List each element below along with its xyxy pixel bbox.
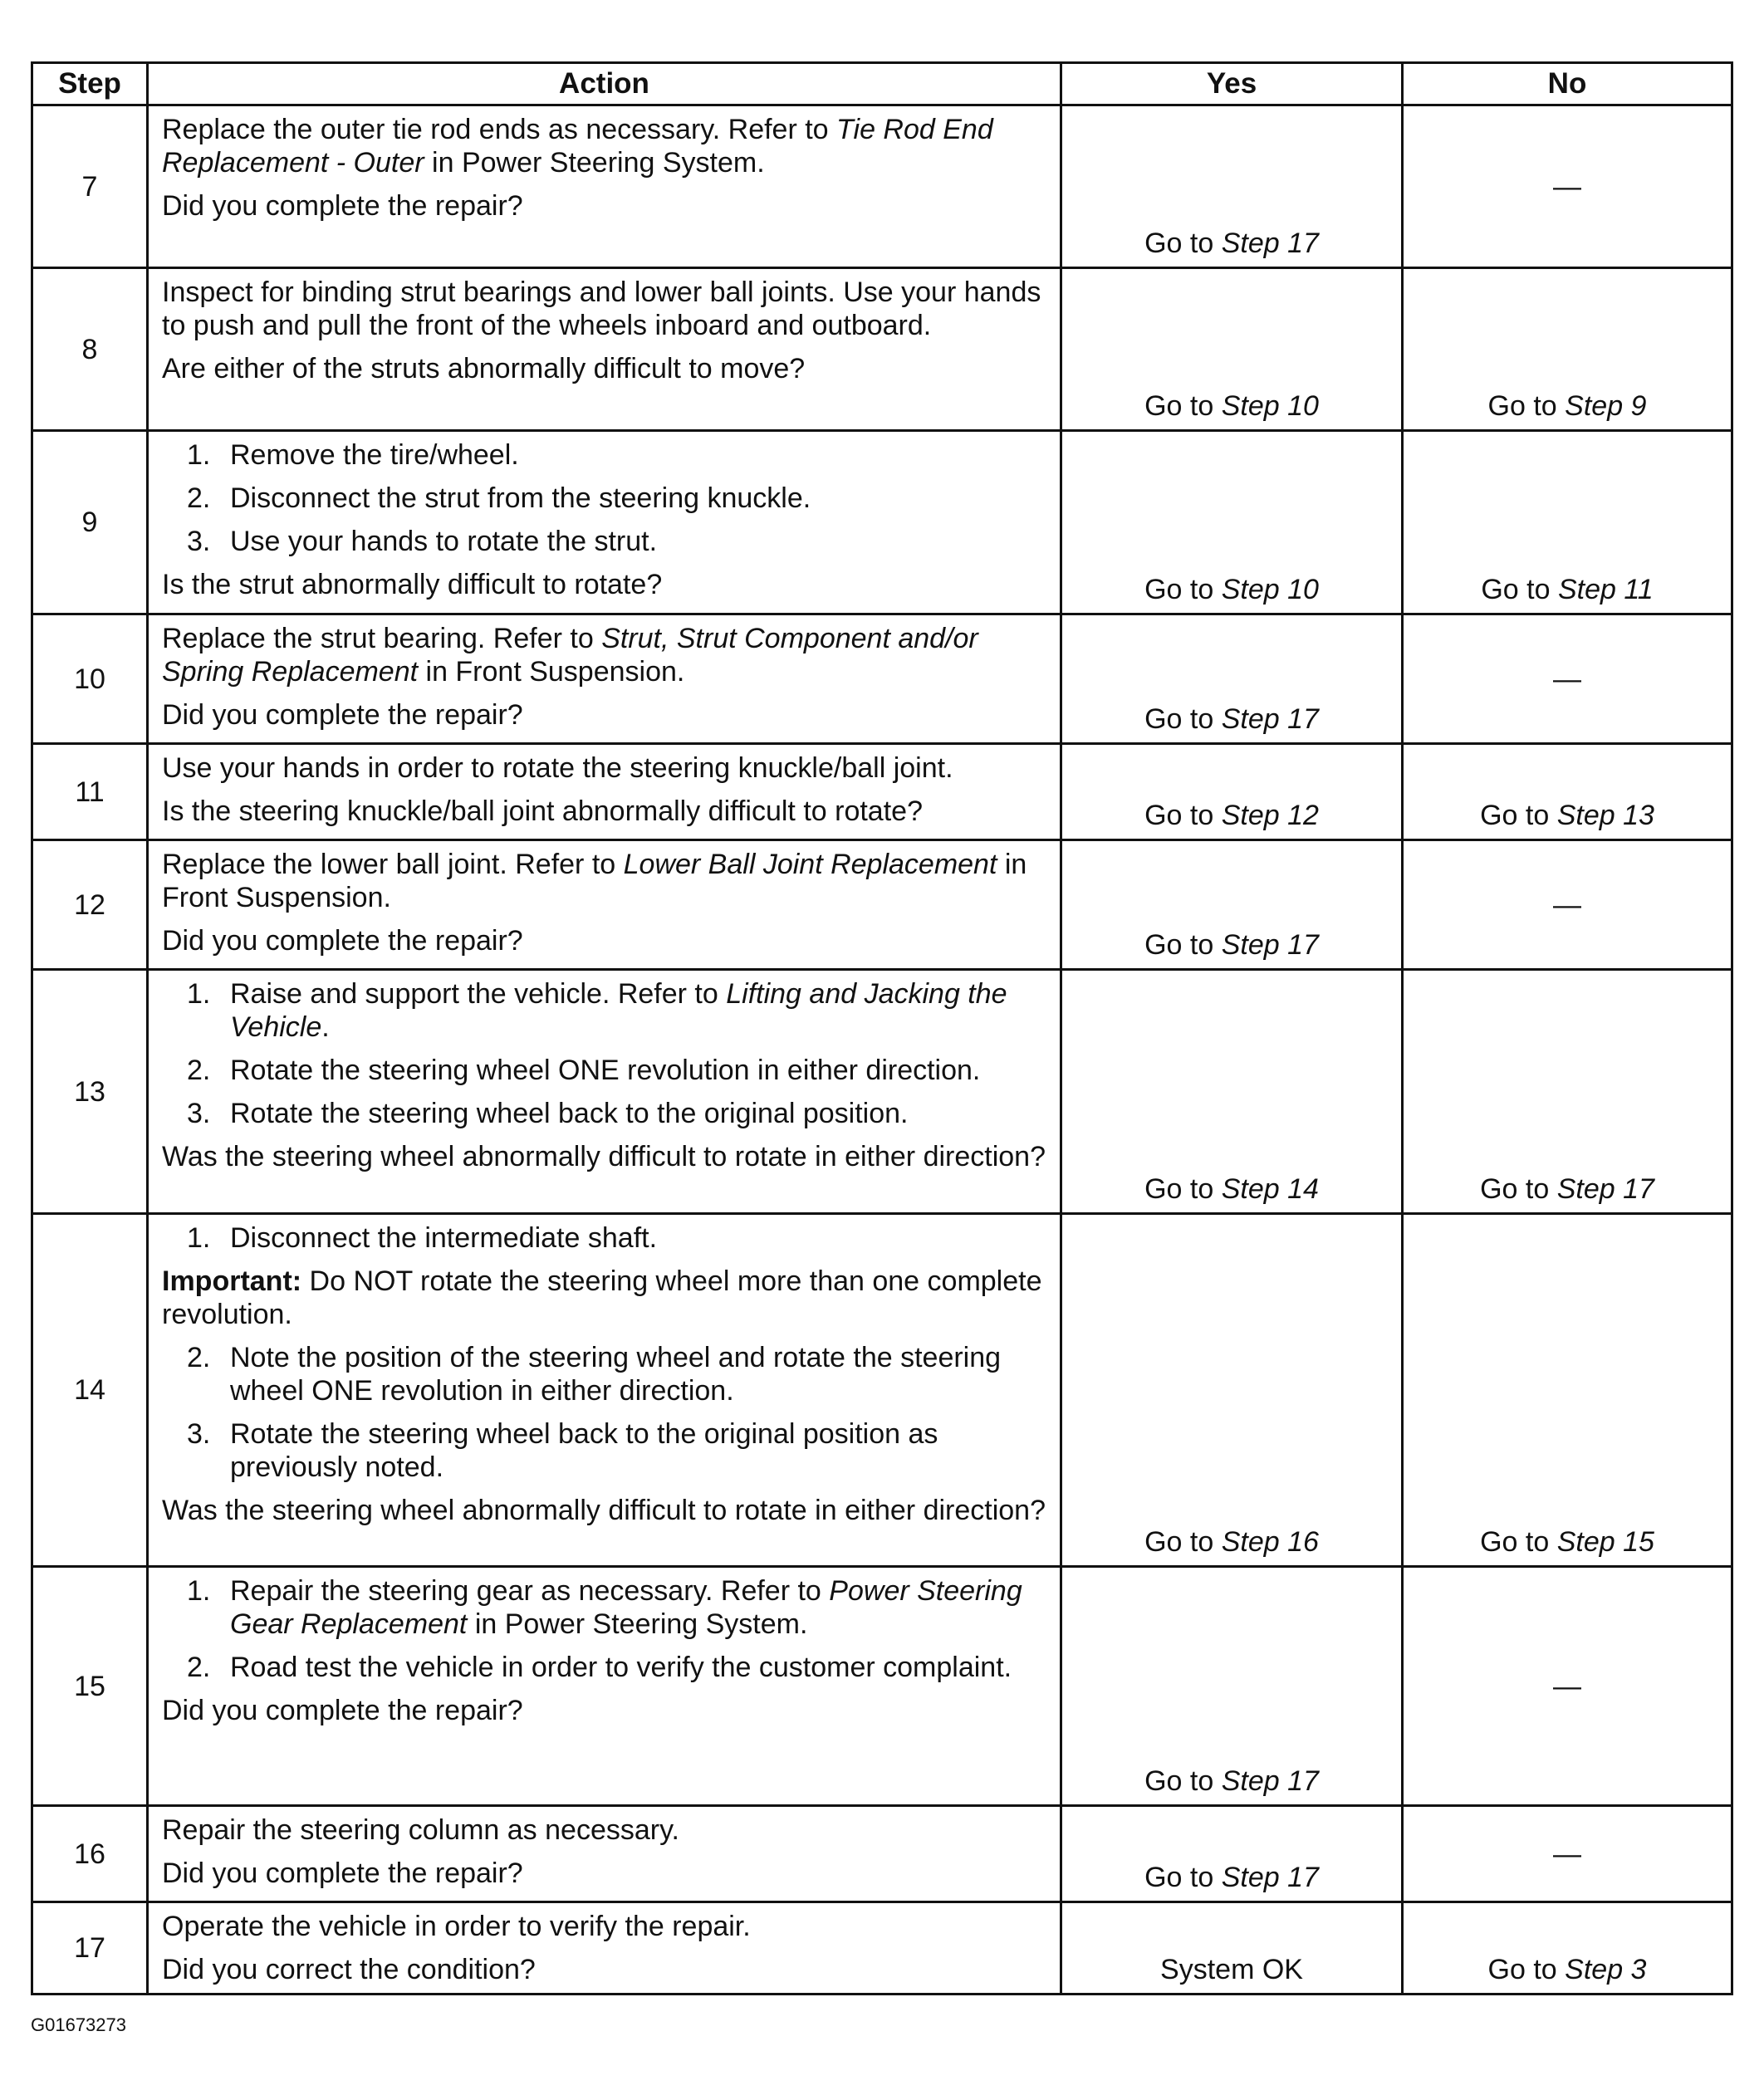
no-result-dash: — [1553,1670,1581,1702]
action-cell [148,744,1061,840]
action-paragraph [162,1857,1050,1890]
goto-step-link: Step 17 [1221,703,1319,735]
instruction-text [230,438,1050,472]
action-text: Raise and support the vehicle. Refer to [230,978,727,1010]
action-text: Replace the outer tie rod ends as necessary. Refer to [162,114,837,145]
reference-title: Lower Ball Joint Replacement [623,849,997,880]
instruction-number: 3. [187,526,211,557]
reference-title: Lifting and Jacking the Vehicle [230,978,1007,1043]
action-text: Is the steering knuckle/ball joint abnormally difficult to rotate? [162,795,923,827]
instruction-number: 2. [187,482,211,514]
goto-label: Go to [1480,800,1550,831]
action-paragraph [162,189,1050,223]
table-row [32,1902,1732,1995]
yes-result [1061,1902,1403,1995]
yes-result-text: System OK [1160,1954,1303,1985]
goto-label: Go to [1144,390,1214,422]
goto-label: Go to [1144,703,1214,735]
action-text: Did you correct the condition? [162,1954,536,1985]
action-text: Use your hands in order to rotate the steering knuckle/ball joint. [162,752,953,784]
numbered-instruction [187,438,1050,472]
goto-step-link: Step 16 [1221,1526,1319,1558]
table-row [32,614,1732,744]
action-paragraph [162,848,1050,914]
instruction-text [230,977,1050,1044]
no-result [1403,1806,1732,1902]
instruction-number: 2. [187,1342,211,1373]
goto-label: Go to [1144,1862,1214,1893]
step-number: 14 [32,1214,148,1567]
instruction-text [230,1054,1050,1087]
table-header-row [32,63,1732,105]
yes-result [1061,744,1403,840]
goto-label: Go to [1144,1173,1214,1205]
action-paragraph [162,1694,1050,1727]
goto-label: Go to [1144,929,1214,961]
instruction-number: 3. [187,1098,211,1129]
instruction-number: 1. [187,978,211,1010]
goto-label: Go to [1481,574,1551,605]
no-result [1403,431,1732,614]
action-cell [148,1902,1061,1995]
no-result [1403,1567,1732,1806]
goto-step-link: Step 17 [1221,228,1319,259]
yes-result [1061,1806,1403,1902]
action-text: Operate the vehicle in order to verify the repair. [162,1911,751,1942]
goto-step-link: Step 3 [1565,1954,1647,1985]
table-body [32,105,1732,1995]
goto-step-link: Step 11 [1557,574,1654,605]
goto-step-link: Step 17 [1221,1862,1319,1893]
action-text: Rotate the steering wheel back to the original position as previously noted. [230,1418,938,1483]
no-result-dash: — [1553,663,1581,695]
numbered-instruction [187,1097,1050,1130]
numbered-instruction [187,1417,1050,1484]
action-paragraph [162,1910,1050,1943]
instruction-text [230,1417,1050,1484]
important-label: Important: [162,1265,302,1297]
step-number: 17 [32,1902,148,1995]
action-paragraph [162,1494,1050,1527]
reference-title: Power Steering Gear Replacement [230,1575,1022,1640]
instruction-text [230,1651,1050,1684]
action-text: Rotate the steering wheel ONE revolution in either direction. [230,1055,981,1086]
action-paragraph [162,113,1050,179]
yes-result [1061,840,1403,970]
action-paragraph [162,1813,1050,1847]
header-step: Step [32,63,148,105]
action-text: Did you complete the repair? [162,1695,523,1726]
action-paragraph [162,1140,1050,1173]
action-text: in Front Suspension. [418,656,685,688]
action-text: Is the strut abnormally difficult to rotate? [162,569,663,600]
goto-step-link: Step 10 [1221,390,1319,422]
goto-label: Go to [1487,1954,1557,1985]
no-result [1403,1902,1732,1995]
instruction-number: 1. [187,1575,211,1607]
action-text: Did you complete the repair? [162,699,523,731]
table-row [32,970,1732,1214]
action-cell [148,268,1061,431]
numbered-instruction [187,977,1050,1044]
table-row [32,1806,1732,1902]
instruction-number: 1. [187,439,211,471]
action-text: Did you complete the repair? [162,190,523,222]
action-cell [148,431,1061,614]
action-paragraph [162,1265,1050,1331]
action-paragraph [162,622,1050,688]
table-row [32,744,1732,840]
goto-step-link: Step 13 [1556,800,1654,831]
action-text: Was the steering wheel abnormally difficult to rotate in either direction? [162,1495,1046,1526]
instruction-text [230,1341,1050,1407]
no-result [1403,970,1732,1214]
action-cell [148,1567,1061,1806]
step-number: 7 [32,105,148,268]
yes-result [1061,105,1403,268]
action-text: Rotate the steering wheel back to the original position. [230,1098,909,1129]
action-text: Disconnect the intermediate shaft. [230,1222,658,1254]
action-text: Replace the strut bearing. Refer to [162,623,602,654]
action-paragraph [162,698,1050,732]
no-result [1403,268,1732,431]
goto-label: Go to [1144,1765,1214,1797]
action-text: Was the steering wheel abnormally difficult to rotate in either direction? [162,1141,1046,1172]
action-paragraph [162,568,1050,601]
step-number: 13 [32,970,148,1214]
action-text: Replace the lower ball joint. Refer to [162,849,624,880]
no-result [1403,614,1732,744]
instruction-text [230,525,1050,558]
goto-label: Go to [1144,1526,1214,1558]
no-result-dash: — [1553,888,1581,921]
header-yes: Yes [1061,63,1403,105]
yes-result [1061,1214,1403,1567]
action-cell [148,1806,1061,1902]
goto-step-link: Step 9 [1565,390,1647,422]
header-action: Action [148,63,1061,105]
numbered-instruction [187,1341,1050,1407]
step-number: 10 [32,614,148,744]
table-row [32,1214,1732,1567]
instruction-text [230,1221,1050,1255]
action-text: Inspect for binding strut bearings and lower ball joints. Use your hands to push and pull the front of the wheels inboard and outboard. [162,277,1041,341]
goto-label: Go to [1480,1526,1550,1558]
action-text: Road test the vehicle in order to verify the customer complaint. [230,1652,1012,1683]
action-text: Are either of the struts abnormally difficult to move? [162,353,806,384]
no-result-dash: — [1553,170,1581,203]
step-number: 8 [32,268,148,431]
table-row [32,431,1732,614]
instruction-number: 1. [187,1222,211,1254]
goto-label: Go to [1487,390,1557,422]
goto-label: Go to [1480,1173,1550,1205]
instruction-text [230,1097,1050,1130]
goto-step-link: Step 17 [1221,1765,1319,1797]
numbered-instruction [187,1574,1050,1641]
yes-result [1061,970,1403,1214]
numbered-instruction [187,1054,1050,1087]
action-cell [148,1214,1061,1567]
step-number: 11 [32,744,148,840]
goto-step-link: Step 12 [1221,800,1319,831]
step-number: 16 [32,1806,148,1902]
action-text: Do NOT rotate the steering wheel more than one complete revolution. [162,1265,1042,1330]
action-text: Did you complete the repair? [162,1858,523,1889]
step-number: 15 [32,1567,148,1806]
no-result [1403,744,1732,840]
no-result [1403,840,1732,970]
goto-label: Go to [1144,800,1214,831]
action-text: Use your hands to rotate the strut. [230,526,658,557]
goto-step-link: Step 10 [1221,574,1319,605]
goto-step-link: Step 17 [1556,1173,1654,1205]
action-text: Repair the steering column as necessary. [162,1814,680,1846]
numbered-instruction [187,1651,1050,1684]
no-result [1403,1214,1732,1567]
goto-label: Go to [1144,574,1214,605]
step-number: 12 [32,840,148,970]
table-row [32,268,1732,431]
no-result-dash: — [1553,1838,1581,1870]
yes-result [1061,268,1403,431]
goto-step-link: Step 14 [1221,1173,1319,1205]
reference-title: Tie Rod End Replacement - Outer [162,114,993,179]
instruction-number: 2. [187,1652,211,1683]
action-cell [148,840,1061,970]
no-result [1403,105,1732,268]
action-text: in Power Steering System. [467,1608,808,1640]
action-cell [148,105,1061,268]
reference-title: Strut, Strut Component and/or Spring Replacement [162,623,978,688]
table-row [32,1567,1732,1806]
action-paragraph [162,276,1050,342]
table-row [32,840,1732,970]
diagnostic-table [31,61,1733,1995]
action-cell [148,970,1061,1214]
numbered-instruction [187,482,1050,515]
step-number: 9 [32,431,148,614]
instruction-number: 3. [187,1418,211,1450]
action-text: in Front Suspension. [162,849,1027,913]
action-text: in Power Steering System. [424,147,765,179]
action-text: Disconnect the strut from the steering knuckle. [230,482,811,514]
action-text: Note the position of the steering wheel and rotate the steering wheel ONE revolution in either direction. [230,1342,1002,1407]
instruction-text [230,1574,1050,1641]
instruction-text [230,482,1050,515]
yes-result [1061,431,1403,614]
action-text: . [321,1011,330,1043]
action-text: Remove the tire/wheel. [230,439,519,471]
yes-result [1061,614,1403,744]
goto-label: Go to [1144,228,1214,259]
action-paragraph [162,795,1050,828]
table-row [32,105,1732,268]
action-text: Repair the steering gear as necessary. Refer to [230,1575,830,1607]
action-paragraph [162,751,1050,785]
goto-step-link: Step 15 [1556,1526,1654,1558]
action-paragraph [162,1953,1050,1986]
instruction-number: 2. [187,1055,211,1086]
action-paragraph [162,352,1050,385]
header-no: No [1403,63,1732,105]
figure-code: G01673273 [31,2014,126,2035]
numbered-instruction [187,1221,1050,1255]
yes-result [1061,1567,1403,1806]
action-paragraph [162,924,1050,957]
action-text: Did you complete the repair? [162,925,523,957]
goto-step-link: Step 17 [1221,929,1319,961]
numbered-instruction [187,525,1050,558]
action-cell [148,614,1061,744]
